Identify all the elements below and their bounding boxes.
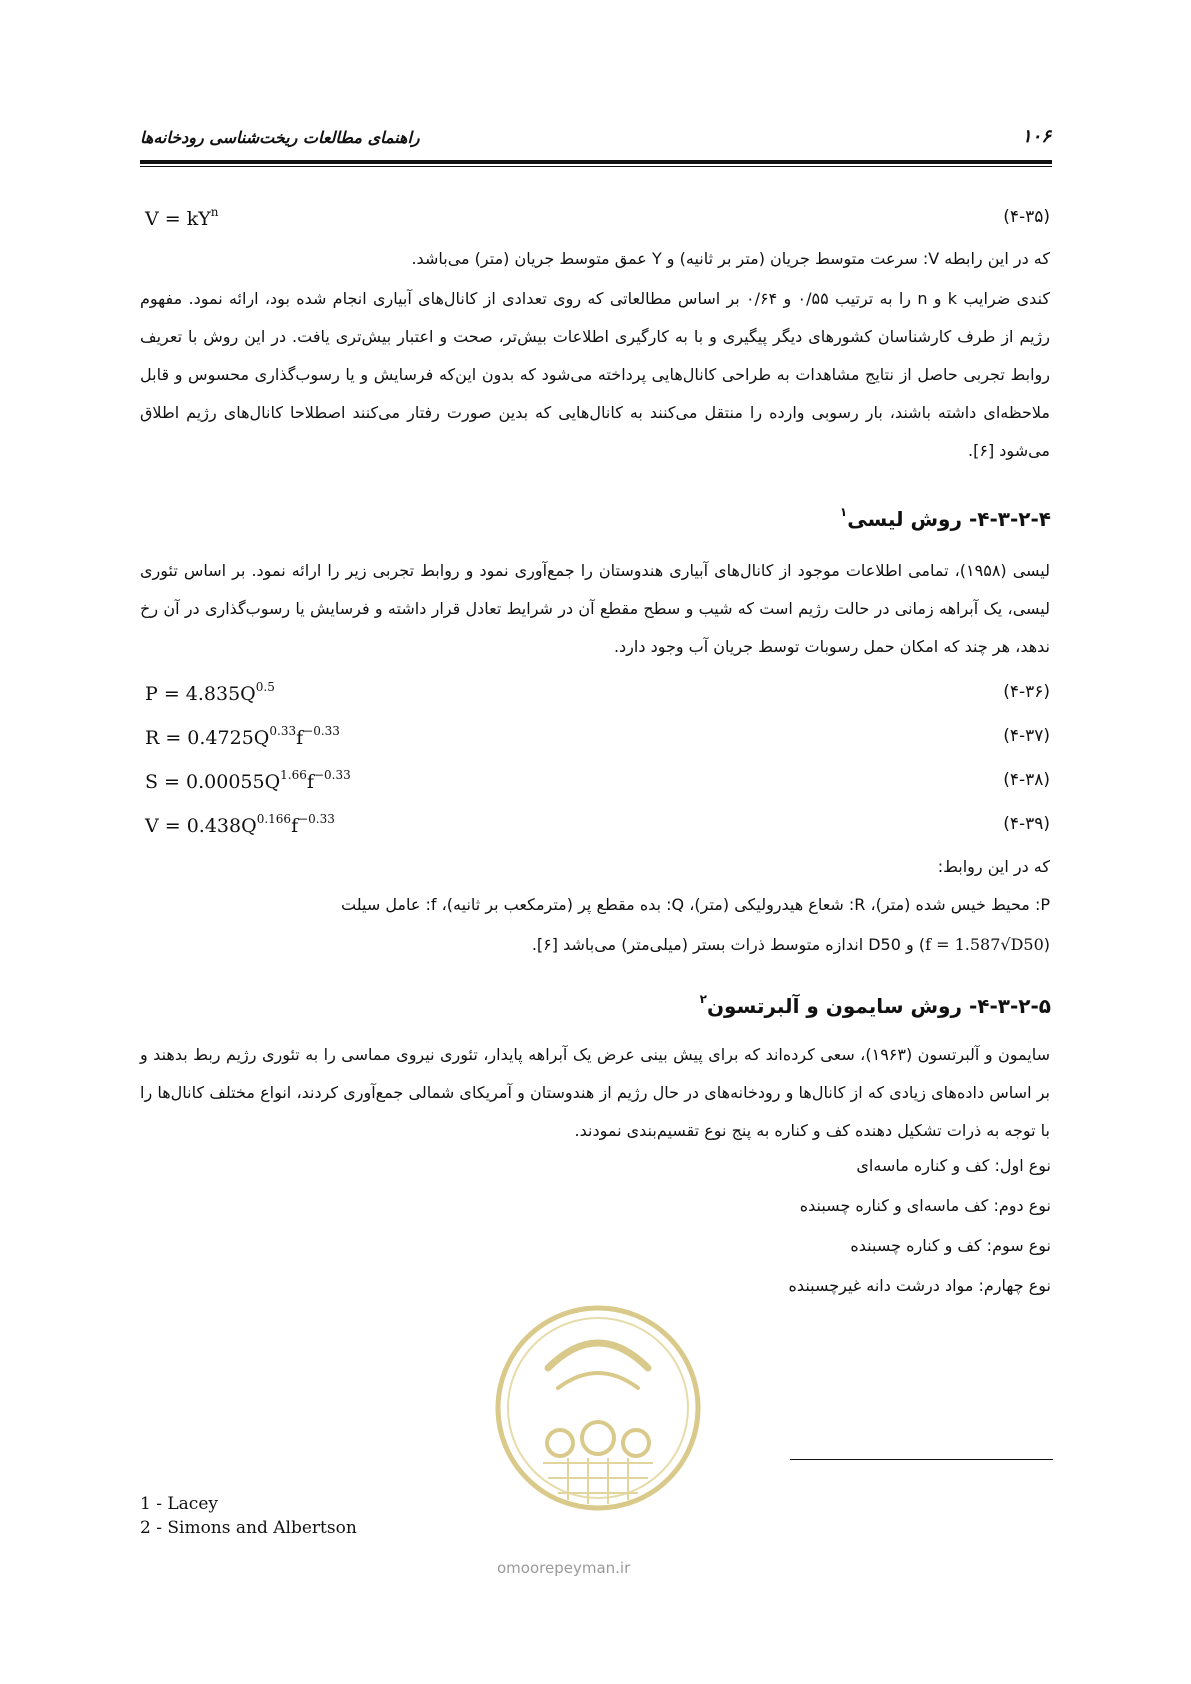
equation-38-formula: $S = 0.00055Q^{1.66}f^{-0.33}$ (145, 768, 351, 793)
footnote-rule (790, 1459, 1053, 1460)
paragraph-variable-definitions: P: محیط خیس شده (متر)، R: شعاع هیدرولیکی (متر)، Q: بده مقطع پر (مترمکعب بر ثانیه)، f: عامل سیلت (340, 895, 1050, 914)
equation-37 (145, 724, 1050, 760)
header-rule-thin (140, 166, 1052, 167)
paragraph-kennedy: کندی ضرایب k و n را به ترتیب ۰/۵۵ و ۰/۶۴ بر اساس مطالعاتی که روی تعدادی از کانال‌های آبیاری انجام شده بود، ارائه نمود. مفهوم رژیم از طرف کارشناسان کشورهای دیگر پیگیری و با به کارگیری اطلاعات بیش‌تر، صحت و اعتبار بیش‌تری یافت. در این روش با تعریف روابط تجربی حاصل از نتایج مشاهدات به طراحی کانال‌هایی پرداخته می‌شود که بدون این‌که فرسایش و یا رسوب‌گذاری محسوس و قابل ملاحظه‌ای داشته باشند، بار رسوبی وارده را منتقل می‌کنند به کانال‌هایی که بدین صورت رفتار می‌کنند اصطلاحا کانال‌های رژیم اطلاق می‌شود [۶]. (140, 289, 1051, 460)
section-heading-lacey: ۴-۳-۲-۴- روش لیسی$^۱$ (839, 505, 1051, 531)
section-heading-simons-albertson: ۴-۳-۲-۵- روش سایمون و آلبرتسون$^۲$ (699, 992, 1051, 1018)
paragraph-simons-albertson: سایمون و آلبرتسون (۱۹۶۳)، سعی کرده‌اند که برای پیش بینی عرض یک آبراهه پایدار، تئوری نیروی مماسی را به تئوری رژیم ربط بدهند و بر اساس داده‌های زیادی که از کانال‌ها و رودخانه‌های در حال رژیم از هندوستان و آمریکای شمالی جمع‌آوری کردند، انواع مختلف کانال‌ها را با توجه به ذرات تشکیل دهنده کف و کناره به پنج نوع تقسیم‌بندی نمودند. (140, 1045, 1050, 1140)
equation-36-number: (۴-۳۶) (1003, 682, 1050, 702)
equation-36 (145, 680, 1050, 716)
list-item-type-1: نوع اول: کف و کناره ماسه‌ای (856, 1156, 1051, 1175)
watermark-gear-center (582, 1422, 614, 1454)
running-header-title: راهنمای مطالعات ریخت‌شناسی رودخانه‌ها (140, 128, 420, 147)
equation-38 (145, 768, 1050, 804)
paragraph-lacey: لیسی (۱۹۵۸)، تمامی اطلاعات موجود از کانال‌های آبیاری هندوستان را جمع‌آوری نمود و روابط تجربی زیر را ارائه نمود. بر اساس تئوری لیسی، یک آبراهه زمانی در حالت رژیم است که شیب و سطح مقطع آن در شرایط تعادل قرار داشته و فرسایش یا رسوب‌گذاری در آن رخ ندهد، هر چند که امکان حمل رسوبات توسط جریان آب وجود دارد. (140, 561, 1051, 656)
paragraph-silt-factor: (f = 1.587√D50) و D50 اندازه متوسط ذرات بستر (میلی‌متر) می‌باشد [۶]. (531, 935, 1050, 954)
equation-37-number: (۴-۳۷) (1003, 726, 1050, 746)
equation-39-formula: $V = 0.438Q^{0.166}f^{-0.33}$ (145, 812, 335, 837)
watermark-calligraphy (548, 1343, 648, 1368)
equation-35-formula: $V = kY^n$ (145, 205, 219, 230)
watermark-url: omoorepeyman.ir (497, 1559, 631, 1577)
list-item-type-2: نوع دوم: کف ماسه‌ای و کناره چسبنده (799, 1196, 1051, 1215)
watermark-logo (488, 1278, 708, 1538)
watermark-calligraphy-2 (558, 1373, 638, 1388)
footnote-1: 1 - Lacey (140, 1494, 218, 1514)
equation-35-number: (۴-۳۵) (1003, 207, 1050, 227)
equation-37-formula: $R = 0.4725Q^{0.33}f^{-0.33}$ (145, 724, 340, 749)
list-item-type-4: نوع چهارم: مواد درشت دانه غیرچسبنده (788, 1276, 1051, 1295)
equation-38-number: (۴-۳۸) (1003, 770, 1050, 790)
equation-39 (145, 812, 1050, 848)
equation-36-formula: $P = 4.835Q^{0.5}$ (145, 680, 275, 705)
paragraph-where: که در این روابط: (937, 857, 1050, 876)
equation-35 (145, 205, 1050, 241)
equation-39-number: (۴-۳۹) (1003, 814, 1050, 834)
watermark-gear-left (547, 1430, 573, 1456)
page-number: ۱۰۶ (1021, 126, 1051, 147)
paragraph-velocity-definition: که در این رابطه V: سرعت متوسط جریان (متر بر ثانیه) و Y عمق متوسط جریان (متر) می‌باشد. (411, 249, 1050, 268)
silt-factor-formula: f = 1.587√D50 (925, 935, 1044, 954)
header-rule (140, 160, 1052, 164)
footnote-2: 2 - Simons and Albertson (140, 1518, 357, 1538)
watermark-gear-right (623, 1430, 649, 1456)
list-item-type-3: نوع سوم: کف و کناره چسبنده (850, 1236, 1051, 1255)
